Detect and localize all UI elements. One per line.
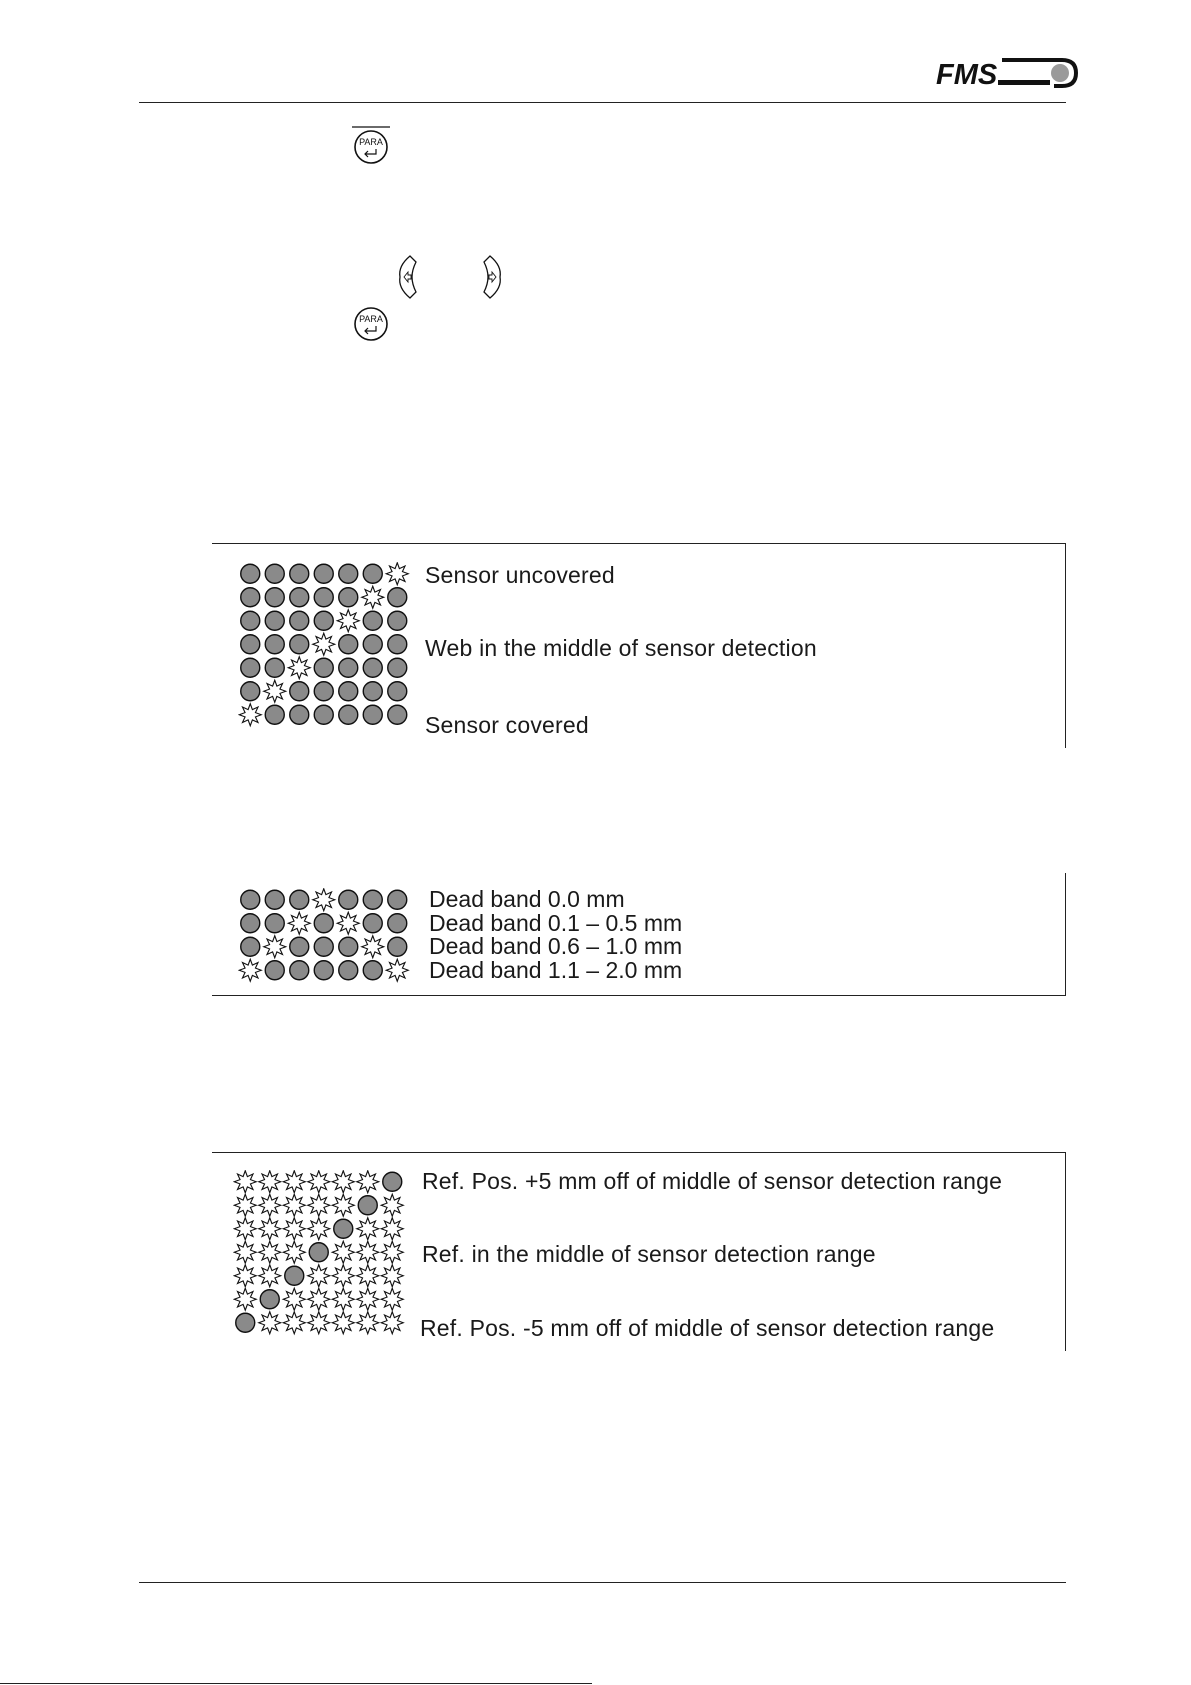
led-off-icon — [388, 682, 407, 701]
led-lit-star-icon — [357, 1312, 379, 1334]
led-off-icon — [363, 705, 382, 724]
led-lit-star-icon — [283, 1218, 305, 1240]
led-lit-star-icon — [381, 1241, 403, 1263]
led-off-icon — [241, 937, 260, 956]
led-off-icon — [363, 635, 382, 654]
led-off-icon — [388, 635, 407, 654]
led-off-icon — [241, 682, 260, 701]
panel-border-right — [1065, 873, 1066, 996]
led-lit-star-icon — [239, 704, 261, 726]
led-off-icon — [265, 914, 284, 933]
led-off-icon — [285, 1266, 304, 1285]
led-off-icon — [265, 890, 284, 909]
led-off-icon — [290, 564, 309, 583]
led-off-icon — [339, 682, 358, 701]
footer-rule — [139, 1582, 1066, 1583]
led-off-icon — [314, 914, 333, 933]
dead-band-label: Dead band 0.0 mm — [429, 886, 625, 912]
led-lit-star-icon — [332, 1312, 354, 1334]
led-lit-star-icon — [337, 610, 359, 632]
led-off-icon — [388, 658, 407, 677]
led-off-icon — [314, 682, 333, 701]
led-off-icon — [314, 564, 333, 583]
led-lit-star-icon — [332, 1194, 354, 1216]
led-lit-star-icon — [288, 657, 310, 679]
right-arrow-key-icon — [480, 254, 504, 300]
label-ref-middle: Ref. in the middle of sensor detection range — [422, 1241, 876, 1267]
led-off-icon — [314, 705, 333, 724]
led-lit-star-icon — [386, 563, 408, 585]
led-off-icon — [290, 705, 309, 724]
led-lit-star-icon — [259, 1241, 281, 1263]
led-off-icon — [363, 890, 382, 909]
led-off-icon — [241, 914, 260, 933]
panel-border-right — [1065, 1152, 1066, 1351]
led-lit-star-icon — [332, 1265, 354, 1287]
para-key-label: PARA — [359, 137, 383, 147]
led-lit-star-icon — [308, 1194, 330, 1216]
led-off-icon — [290, 937, 309, 956]
led-off-icon — [241, 635, 260, 654]
led-off-icon — [265, 564, 284, 583]
led-off-icon — [241, 588, 260, 607]
led-off-icon — [241, 658, 260, 677]
led-lit-star-icon — [357, 1288, 379, 1310]
led-lit-star-icon — [381, 1288, 403, 1310]
led-lit-star-icon — [381, 1265, 403, 1287]
led-off-icon — [358, 1196, 377, 1215]
led-lit-star-icon — [239, 959, 261, 981]
page-bottom-rule — [0, 1683, 592, 1684]
panel-border-top — [212, 1152, 1066, 1153]
logo-text: FMS — [936, 59, 998, 90]
led-off-icon — [290, 611, 309, 630]
led-lit-star-icon — [264, 936, 286, 958]
para-key-label: PARA — [359, 314, 383, 324]
led-lit-star-icon — [288, 912, 310, 934]
led-grid-svg — [238, 562, 412, 729]
led-lit-star-icon — [259, 1194, 281, 1216]
led-lit-star-icon — [283, 1312, 305, 1334]
led-off-icon — [388, 890, 407, 909]
led-lit-star-icon — [332, 1171, 354, 1193]
led-off-icon — [314, 937, 333, 956]
led-off-icon — [314, 611, 333, 630]
led-lit-star-icon — [308, 1265, 330, 1287]
led-off-icon — [339, 658, 358, 677]
led-off-icon — [363, 961, 382, 980]
led-lit-star-icon — [234, 1265, 256, 1287]
led-off-icon — [339, 705, 358, 724]
led-off-icon — [314, 961, 333, 980]
led-off-icon — [363, 682, 382, 701]
led-off-icon — [388, 611, 407, 630]
para-key-icon — [348, 304, 392, 344]
led-lit-star-icon — [234, 1194, 256, 1216]
led-lit-star-icon — [234, 1241, 256, 1263]
led-off-icon — [314, 588, 333, 607]
led-lit-star-icon — [357, 1241, 379, 1263]
led-off-icon — [265, 635, 284, 654]
led-off-icon — [236, 1313, 255, 1332]
logo-dot-icon — [1051, 64, 1069, 82]
led-off-icon — [363, 914, 382, 933]
logo-swoosh — [998, 80, 1050, 85]
label-sensor-uncovered: Sensor uncovered — [425, 562, 615, 588]
led-lit-star-icon — [283, 1241, 305, 1263]
led-lit-star-icon — [283, 1288, 305, 1310]
label-sensor-covered: Sensor covered — [425, 712, 589, 738]
led-lit-star-icon — [313, 633, 335, 655]
led-off-icon — [265, 658, 284, 677]
led-off-icon — [339, 564, 358, 583]
para-key-icon — [348, 125, 392, 165]
led-off-icon — [290, 635, 309, 654]
dead-band-label: Dead band 1.1 – 2.0 mm — [429, 956, 683, 983]
led-lit-star-icon — [381, 1312, 403, 1334]
led-lit-star-icon — [308, 1288, 330, 1310]
led-off-icon — [241, 564, 260, 583]
dead-band-led-grid — [238, 888, 412, 989]
led-lit-star-icon — [337, 912, 359, 934]
led-lit-star-icon — [259, 1171, 281, 1193]
led-lit-star-icon — [362, 586, 384, 608]
led-off-icon — [314, 658, 333, 677]
left-arrow-key-icon — [396, 254, 420, 300]
panel-border-top — [212, 543, 1066, 544]
led-off-icon — [388, 937, 407, 956]
led-off-icon — [241, 890, 260, 909]
led-off-icon — [339, 937, 358, 956]
fms-logo — [934, 56, 1080, 90]
led-lit-star-icon — [234, 1218, 256, 1240]
dead-band-label: Dead band 0.1 – 0.5 mm — [429, 909, 683, 936]
label-ref-plus-5: Ref. Pos. +5 mm off of middle of sensor detection range — [422, 1168, 1003, 1194]
led-lit-star-icon — [308, 1171, 330, 1193]
led-lit-star-icon — [283, 1194, 305, 1216]
led-off-icon — [363, 611, 382, 630]
led-off-icon — [290, 890, 309, 909]
led-grid-svg — [238, 888, 412, 984]
sensor-coverage-led-grid — [238, 562, 412, 734]
led-lit-star-icon — [332, 1288, 354, 1310]
led-off-icon — [290, 961, 309, 980]
led-off-icon — [290, 682, 309, 701]
led-off-icon — [339, 635, 358, 654]
panel-border-right — [1065, 543, 1066, 748]
led-lit-star-icon — [357, 1171, 379, 1193]
led-off-icon — [290, 588, 309, 607]
led-lit-star-icon — [259, 1218, 281, 1240]
led-off-icon — [339, 961, 358, 980]
led-lit-star-icon — [386, 959, 408, 981]
panel-border-bottom — [212, 995, 1066, 996]
led-off-icon — [241, 611, 260, 630]
led-lit-star-icon — [357, 1265, 379, 1287]
led-off-icon — [260, 1290, 279, 1309]
led-off-icon — [265, 705, 284, 724]
led-lit-star-icon — [332, 1241, 354, 1263]
led-lit-star-icon — [381, 1194, 403, 1216]
led-lit-star-icon — [381, 1218, 403, 1240]
led-off-icon — [339, 588, 358, 607]
reference-position-led-grid — [233, 1170, 407, 1342]
led-lit-star-icon — [357, 1218, 379, 1240]
led-lit-star-icon — [259, 1312, 281, 1334]
led-lit-star-icon — [234, 1171, 256, 1193]
led-lit-star-icon — [234, 1288, 256, 1310]
led-lit-star-icon — [313, 889, 335, 911]
led-off-icon — [363, 564, 382, 583]
led-lit-star-icon — [362, 936, 384, 958]
led-off-icon — [383, 1172, 402, 1191]
led-off-icon — [265, 588, 284, 607]
led-off-icon — [265, 611, 284, 630]
led-off-icon — [363, 658, 382, 677]
led-lit-star-icon — [308, 1218, 330, 1240]
led-lit-star-icon — [308, 1312, 330, 1334]
led-off-icon — [388, 705, 407, 724]
led-lit-star-icon — [259, 1265, 281, 1287]
led-grid-svg — [233, 1170, 407, 1337]
label-web-middle: Web in the middle of sensor detection — [425, 635, 817, 661]
led-off-icon — [339, 890, 358, 909]
led-lit-star-icon — [264, 680, 286, 702]
header-rule — [139, 102, 1066, 103]
led-off-icon — [388, 588, 407, 607]
led-off-icon — [265, 961, 284, 980]
led-off-icon — [309, 1243, 328, 1262]
label-ref-minus-5: Ref. Pos. -5 mm off of middle of sensor detection range — [420, 1315, 995, 1341]
led-off-icon — [334, 1219, 353, 1238]
dead-band-label: Dead band 0.6 – 1.0 mm — [429, 933, 683, 959]
led-lit-star-icon — [283, 1171, 305, 1193]
led-off-icon — [388, 914, 407, 933]
